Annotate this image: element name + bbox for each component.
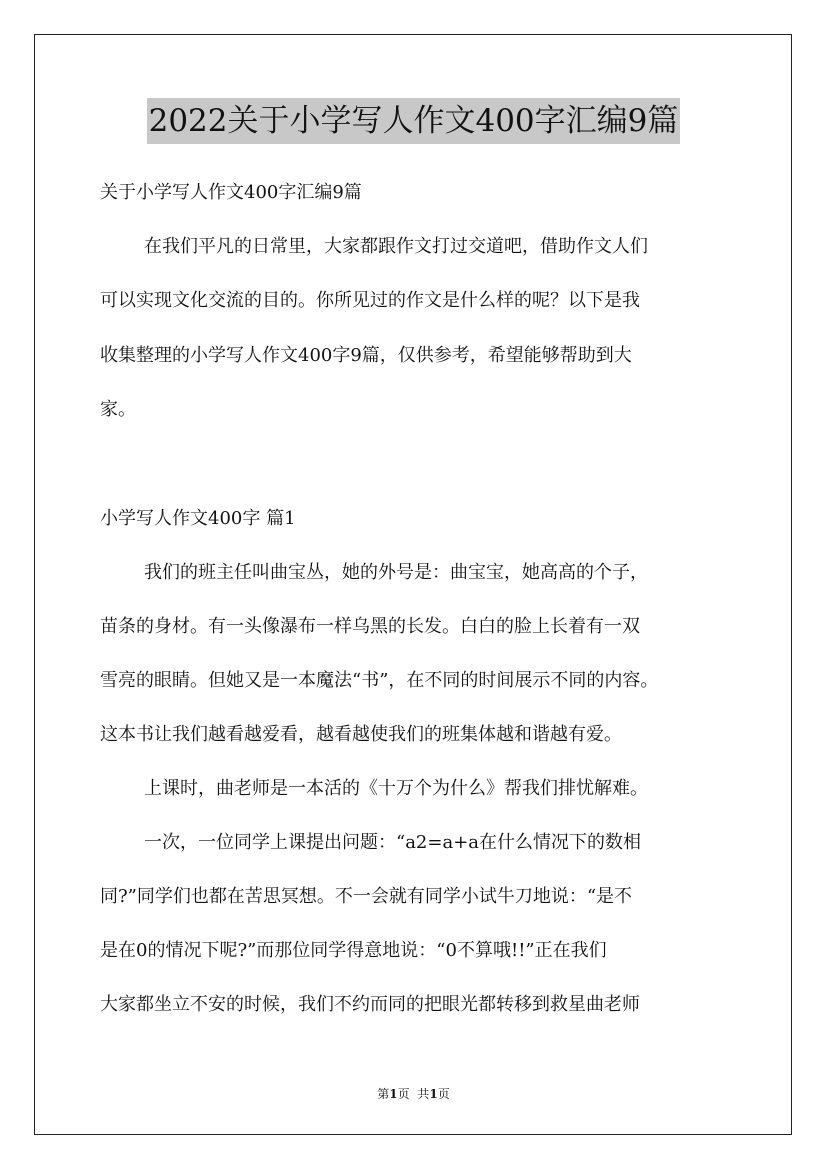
body-line: 我们的班主任叫曲宝丛，她的外号是：曲宝宝，她高高的个子， xyxy=(144,562,648,583)
page-total: 1 xyxy=(429,1087,438,1101)
intro-line: 可以实现文化交流的目的。你所见过的作文是什么样的呢？以下是我 xyxy=(100,290,640,311)
body-line: 同?”同学们也都在苦思冥想。不一会就有同学小试牛刀地说：“是不 xyxy=(100,886,633,907)
body-line: 一次，一位同学上课提出问题：“a2=a+a在什么情况下的数相 xyxy=(144,832,642,853)
body-line: 这本书让我们越看越爱看，越看越使我们的班集体越和谐越有爱。 xyxy=(100,724,622,745)
page-label: 第 xyxy=(377,1087,390,1101)
page-current: 1 xyxy=(389,1087,398,1101)
intro-line: 家。 xyxy=(100,399,136,420)
page-suffix: 页 xyxy=(397,1087,410,1101)
page-footer xyxy=(0,1085,827,1102)
body-line: 雪亮的眼睛。但她又是一本魔法“书”，在不同的时间展示不同的内容。 xyxy=(100,670,659,691)
total-label: 共 xyxy=(417,1087,430,1101)
intro-line: 收集整理的小学写人作文400字9篇，仅供参考，希望能够帮助到大 xyxy=(100,345,632,366)
body-line: 是在0的情况下呢?”而那位同学得意地说：“0不算哦!!”正在我们 xyxy=(100,940,607,961)
title-container xyxy=(0,98,827,144)
document-title: 2022关于小学写人作文400字汇编9篇 xyxy=(147,98,681,144)
body-line: 上课时，曲老师是一本活的《十万个为什么》帮我们排忧解难。 xyxy=(144,778,648,799)
body-line: 苗条的身材。有一头像瀑布一样乌黑的长发。白白的脸上长着有一双 xyxy=(100,616,640,637)
section-heading: 小学写人作文400字 篇1 xyxy=(100,508,296,529)
intro-line: 在我们平凡的日常里，大家都跟作文打过交道吧，借助作文人们 xyxy=(144,236,648,257)
total-suffix: 页 xyxy=(437,1087,450,1101)
body-line: 大家都坐立不安的时候，我们不约而同的把眼光都转移到救星曲老师 xyxy=(100,994,640,1015)
document-subtitle: 关于小学写人作文400字汇编9篇 xyxy=(100,182,362,203)
